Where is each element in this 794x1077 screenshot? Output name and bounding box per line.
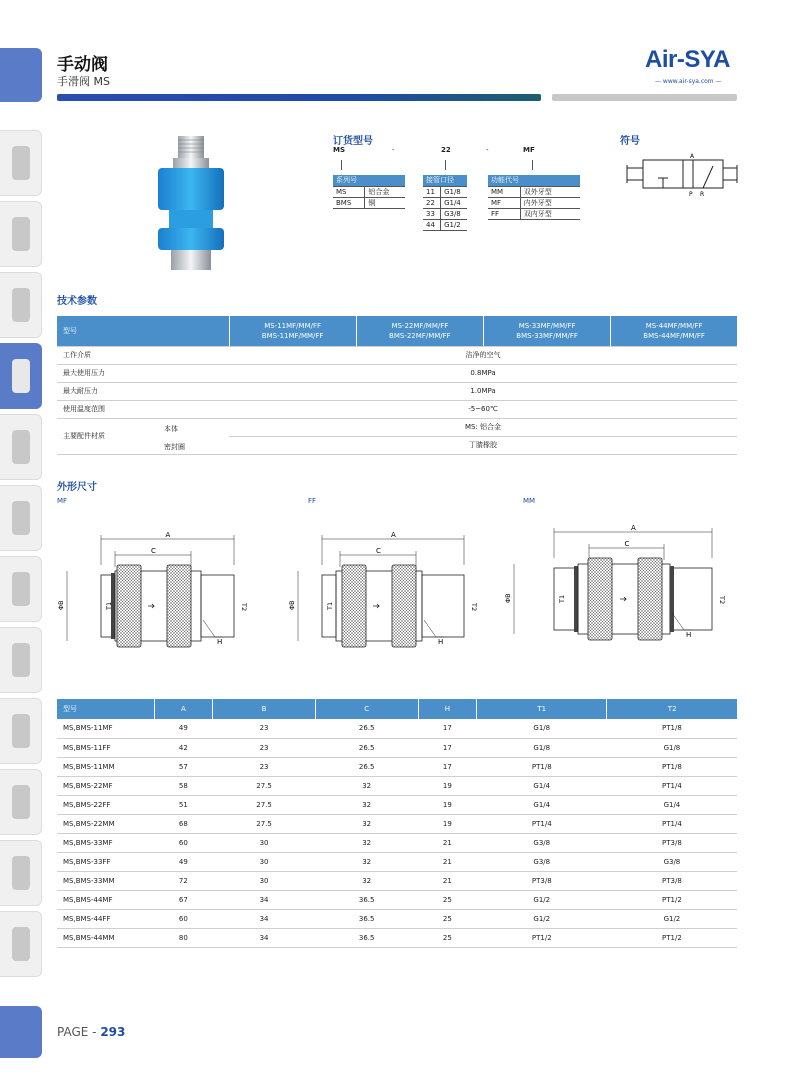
dim-label-t1: T1 [558,594,566,603]
view-label-ff: FF [308,497,317,505]
table-row [57,776,737,795]
function-code: MF [488,197,520,208]
table-cell: 80 [154,928,213,947]
side-tab-fitting[interactable] [0,698,42,764]
dim-label-c: C [376,547,381,555]
side-tab-valve[interactable] [0,485,42,551]
page-number [57,1025,125,1039]
accessory-icon [12,927,30,961]
series-desc: 铜 [365,197,405,208]
function-desc: 双外牙型 [520,186,580,197]
table-cell: G3/8 [477,852,607,871]
tech-row-value: 1.0MPa [229,382,737,400]
tech-row-value: -5~60℃ [229,400,737,418]
table-cell: 30 [213,833,316,852]
tech-title: 技术参数 [57,296,97,307]
tech-row-value: 洁净的空气 [229,346,737,364]
code-tick [532,160,533,170]
table-cell: PT3/8 [607,871,737,890]
symbol-title: 符号 [620,136,640,147]
table-cell: PT1/8 [477,757,607,776]
material-sub-value: MS: 铝合金 [464,423,502,431]
table-cell: 30 [213,871,316,890]
material-seal-row [164,436,737,454]
table-row [57,928,737,947]
filter-icon [12,146,30,180]
side-tab-accessory[interactable] [0,911,42,977]
code-tick [341,160,342,170]
code-part-function: MF [523,146,535,154]
side-tab-actuator[interactable] [0,627,42,693]
brand-url: — www.air-sya.com — [655,78,722,85]
lubricator-icon [12,217,30,251]
tech-row-label: 工作介质 [57,346,229,364]
dim-label-b: ΦB [504,593,512,603]
table-cell: 60 [154,833,213,852]
side-tab-silencer[interactable] [0,840,42,906]
valve-symbol [625,148,740,203]
silencer-icon [12,856,30,890]
table-cell: 32 [315,776,418,795]
tech-row-label: 最大耐压力 [57,382,229,400]
series-code: BMS [333,197,365,208]
table-cell: MS,BMS-11FF [57,738,154,757]
code-dash-2: - [486,146,489,154]
material-body-row [164,418,737,436]
table-row [57,909,737,928]
tech-header-col: MS-44MF/MM/FF BMS-44MF/MM/FF [611,316,737,346]
series-desc: 铝合金 [365,186,405,197]
table-cell: 19 [418,814,477,833]
view-label-mm: MM [523,497,536,505]
table-cell: PT1/4 [607,776,737,795]
table-cell: 67 [154,890,213,909]
tech-header-col: MS-22MF/MM/FF BMS-22MF/MM/FF [356,316,483,346]
dim-label-c: C [624,540,630,548]
table-cell: MS,BMS-22FF [57,795,154,814]
series-code: MS [333,186,365,197]
page-title: 手动阀 [57,55,108,75]
table-cell: G1/4 [477,776,607,795]
function-code: MM [488,186,520,197]
page-subtitle: 手滑阀 MS [57,75,110,88]
function-code: FF [488,208,520,219]
view-label-mf: MF [57,497,68,505]
table-cell: 58 [154,776,213,795]
table-cell: 17 [418,757,477,776]
table-cell: MS,BMS-44FF [57,909,154,928]
table-cell: 36.5 [315,909,418,928]
dim-label-b: ΦB [288,600,296,610]
table-cell: G3/8 [477,833,607,852]
table-cell: 27.5 [213,795,316,814]
port-code: 11 [423,186,441,197]
dim-header-a: A [154,699,213,719]
header-bar-secondary [552,94,737,101]
table-cell: 36.5 [315,890,418,909]
manual-valve-icon [12,359,30,393]
dim-label-h: H [686,631,692,639]
table-cell: G3/8 [607,852,737,871]
dim-title: 外形尺寸 [57,482,97,493]
drawing-ff [288,525,488,650]
table-cell: 17 [418,719,477,738]
dim-label-h: H [217,638,223,646]
table-row [57,890,737,909]
table-cell: 49 [154,852,213,871]
brand-logo: Air-SYA [645,46,730,73]
table-cell: 42 [154,738,213,757]
table-cell: 17 [418,738,477,757]
table-row [57,871,737,890]
table-cell: 23 [213,738,316,757]
table-row [57,833,737,852]
code-dash-1: - [392,146,395,154]
table-cell: 72 [154,871,213,890]
table-cell: G1/8 [477,738,607,757]
dim-header-t1: T1 [477,699,607,719]
tech-row-label: 最大使用压力 [57,364,229,382]
dim-header-c: C [315,699,418,719]
valve-icon [12,501,30,535]
material-label [57,418,229,454]
dim-header-h: H [418,699,477,719]
table-cell: PT1/8 [607,719,737,738]
table-cell: 23 [213,719,316,738]
port-size: G3/8 [441,208,467,219]
tech-row-label: 使用温度范围 [57,400,229,418]
material-label-text: 主要配件材质 [63,432,105,440]
symbol-label-p: P [689,191,693,198]
material-sub-label: 本体 [164,424,178,433]
table-row [57,795,737,814]
table-cell: 60 [154,909,213,928]
table-cell: G1/8 [607,738,737,757]
table-cell: MS,BMS-11MF [57,719,154,738]
table-cell: MS,BMS-22MF [57,776,154,795]
port-code: 33 [423,208,441,219]
side-tab-manual-valve[interactable] [0,343,42,409]
port-size: G1/4 [441,197,467,208]
table-cell: 19 [418,795,477,814]
dim-label-t2: T2 [718,596,726,605]
table-row [57,852,737,871]
tech-table [57,316,737,455]
dim-header-t2: T2 [607,699,737,719]
table-cell: 32 [315,795,418,814]
side-tab-cylinder[interactable] [0,556,42,622]
table-cell: 34 [213,928,316,947]
table-cell: 32 [315,852,418,871]
port-table [423,175,467,231]
table-cell: 25 [418,890,477,909]
dim-label-a: A [165,531,171,539]
dimension-table [57,699,737,948]
side-tab-lubricator[interactable] [0,201,42,267]
code-part-port: 22 [441,146,451,154]
table-cell: PT3/8 [607,833,737,852]
table-cell: MS,BMS-33MM [57,871,154,890]
symbol-label-r: R [700,191,705,198]
side-accent-bottom [0,1006,42,1058]
table-cell: G1/4 [477,795,607,814]
table-cell: 23 [213,757,316,776]
table-cell: G1/8 [477,719,607,738]
symbol-label-a: A [690,153,695,160]
dim-label-t2: T2 [240,603,248,612]
dim-label-t2: T2 [470,603,478,612]
table-cell: MS,BMS-22MM [57,814,154,833]
table-cell: 26.5 [315,738,418,757]
dim-label-h: H [438,638,444,646]
dim-label-t1: T1 [105,601,113,610]
function-header: 功能代号 [488,175,580,186]
port-header: 接管口径 [423,175,467,186]
table-cell: 49 [154,719,213,738]
port-size: G1/8 [441,186,467,197]
table-cell: PT3/8 [477,871,607,890]
port-size: G1/2 [441,219,467,230]
table-cell: 57 [154,757,213,776]
dim-label-t1: T1 [326,601,334,610]
table-cell: 32 [315,871,418,890]
fitting-icon [12,714,30,748]
tech-header-model: 型号 [57,316,229,346]
drawing-mm [504,518,744,650]
table-cell: 26.5 [315,719,418,738]
table-cell: PT1/4 [477,814,607,833]
side-tab-elbow[interactable] [0,769,42,835]
table-cell: MS,BMS-11MM [57,757,154,776]
regulator-icon [12,288,30,322]
tech-row-value: 0.8MPa [229,364,737,382]
table-cell: 21 [418,852,477,871]
table-cell: G1/2 [607,909,737,928]
table-cell: 32 [315,814,418,833]
port-code: 44 [423,219,441,230]
page-prefix: PAGE - [57,1025,101,1039]
table-cell: PT1/2 [607,890,737,909]
page-number-value: 293 [100,1025,126,1039]
function-table [488,175,580,220]
table-cell: 30 [213,852,316,871]
table-row [57,738,737,757]
table-cell: 34 [213,890,316,909]
code-tick [445,160,446,170]
dim-label-a: A [391,531,396,539]
table-cell: MS,BMS-33MF [57,833,154,852]
dim-header-model: 型号 [57,699,154,719]
tech-header-col: MS-11MF/MM/FF BMS-11MF/MM/FF [229,316,356,346]
table-cell: 27.5 [213,776,316,795]
table-cell: 26.5 [315,757,418,776]
table-cell: 19 [418,776,477,795]
table-cell: PT1/2 [477,928,607,947]
table-row [57,757,737,776]
table-cell: 21 [418,871,477,890]
table-cell: 36.5 [315,928,418,947]
side-accent-top [0,48,42,102]
solenoid-icon [12,430,30,464]
table-cell: 27.5 [213,814,316,833]
material-sub-label: 密封圈 [164,442,185,451]
dim-header-b: B [213,699,316,719]
table-cell: 21 [418,833,477,852]
port-code: 22 [423,197,441,208]
cylinder-icon [12,572,30,606]
table-cell: 68 [154,814,213,833]
table-cell: 25 [418,909,477,928]
table-cell: PT1/4 [607,814,737,833]
side-tab-regulator[interactable] [0,272,42,338]
dim-label-b: ΦB [57,600,65,610]
function-desc: 双内牙型 [520,208,580,219]
dim-label-c: C [151,547,156,555]
side-tab-solenoid[interactable] [0,414,42,480]
table-cell: 34 [213,909,316,928]
header-bar-primary [57,94,541,101]
ordering-title: 订货型号 [333,136,373,147]
table-cell: G1/2 [477,909,607,928]
product-photo [145,132,235,277]
table-row [57,814,737,833]
series-header: 系列号 [333,175,405,186]
code-part-series: MS [333,146,346,154]
elbow-icon [12,785,30,819]
dim-label-a: A [631,524,636,532]
table-cell: MS,BMS-33FF [57,852,154,871]
table-cell: 51 [154,795,213,814]
series-table [333,175,405,209]
table-cell: G1/2 [477,890,607,909]
table-cell: PT1/8 [607,757,737,776]
table-cell: MS,BMS-44MM [57,928,154,947]
table-cell: MS,BMS-44MF [57,890,154,909]
tech-header-col: MS-33MF/MM/FF BMS-33MF/MM/FF [484,316,611,346]
table-cell: 32 [315,833,418,852]
function-desc: 内外牙型 [520,197,580,208]
table-row [57,719,737,738]
material-sub-value: 丁腈橡胶 [469,441,497,449]
drawing-mf [57,525,257,650]
actuator-icon [12,643,30,677]
table-cell: 25 [418,928,477,947]
table-cell: PT1/2 [607,928,737,947]
side-tab-filter[interactable] [0,130,42,196]
table-cell: G1/4 [607,795,737,814]
